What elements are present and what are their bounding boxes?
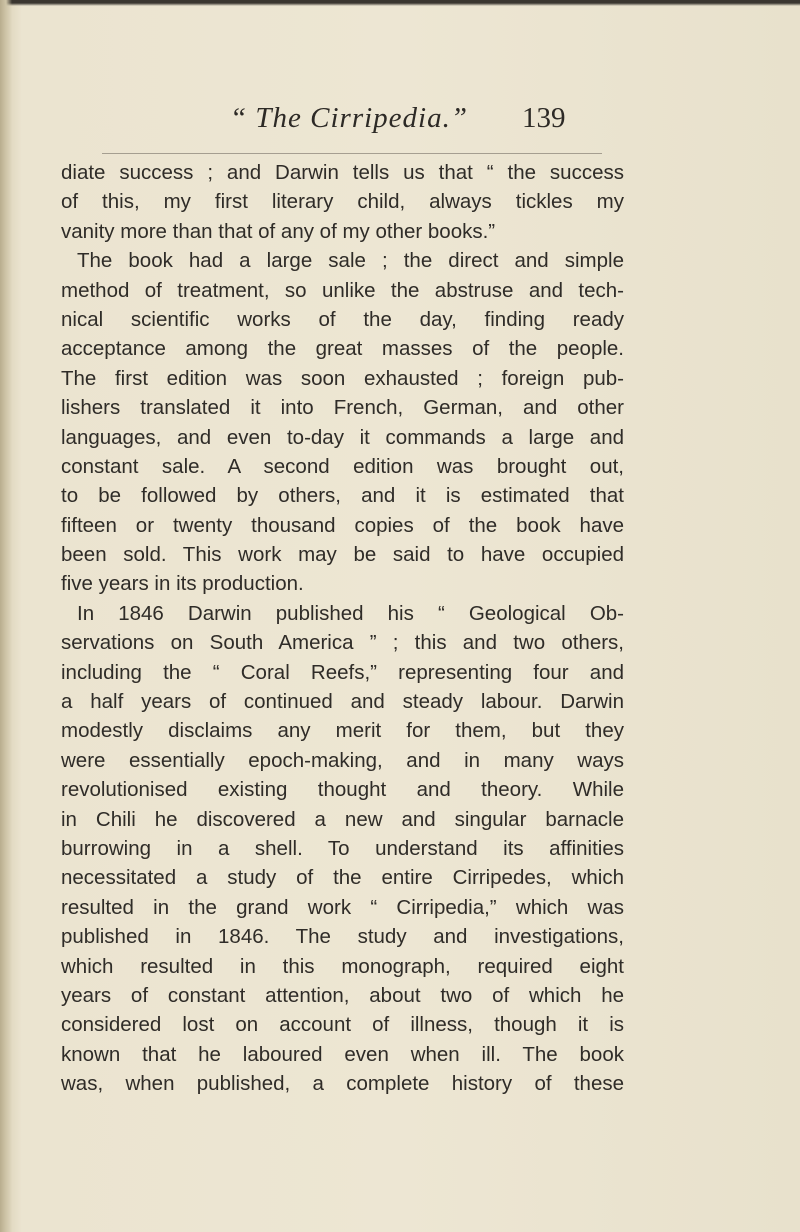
text-line: been sold. This work may be said to have occupied <box>61 543 624 567</box>
text-line: languages, and even to-day it commands a large and <box>61 425 624 449</box>
text-line: In 1846 Darwin published his “ Geological Ob- <box>77 601 624 625</box>
text-line: in Chili he discovered a new and singular barnacle <box>61 807 624 831</box>
text-line: method of treatment, so unlike the abstruse and tech- <box>61 278 624 302</box>
page-binding-edge <box>0 0 12 1232</box>
text-line: nical scientific works of the day, finding ready <box>61 307 624 331</box>
text-line: considered lost on account of illness, though it is <box>61 1013 624 1037</box>
text-line: five years in its production. <box>61 572 304 596</box>
header-rule <box>102 153 602 154</box>
text-line: years of constant attention, about two of which he <box>61 983 624 1007</box>
text-line: which resulted in this monograph, required eight <box>61 954 624 978</box>
text-line: The first edition was soon exhausted ; foreign pub- <box>61 366 624 390</box>
text-line: revolutionised existing thought and theory. While <box>61 778 624 802</box>
text-line: fifteen or twenty thousand copies of the book have <box>61 513 624 537</box>
page-number: 139 <box>522 102 566 134</box>
text-line: a half years of continued and steady labour. Darwin <box>61 690 624 714</box>
text-line: acceptance among the great masses of the people. <box>61 337 624 361</box>
running-title: “ The Cirripedia.” <box>230 102 468 134</box>
text-line: necessitated a study of the entire Cirripedes, which <box>61 866 624 890</box>
text-line: to be followed by others, and it is estimated that <box>61 484 624 508</box>
text-line: known that he laboured even when ill. The book <box>61 1042 624 1066</box>
text-line: The book had a large sale ; the direct and simple <box>77 249 624 273</box>
text-line: was, when published, a complete history of these <box>61 1072 624 1096</box>
text-line: constant sale. A second edition was brought out, <box>61 454 624 478</box>
text-line: resulted in the grand work “ Cirripedia,” which was <box>61 895 624 919</box>
text-line: servations on South America ” ; this and two others, <box>61 631 624 655</box>
text-line: burrowing in a shell. To understand its affinities <box>61 836 624 860</box>
text-line: diate success ; and Darwin tells us that “ the success <box>61 161 624 184</box>
text-line: of this, my first literary child, always tickles my <box>61 190 624 214</box>
running-head <box>230 100 630 144</box>
text-line: published in 1846. The study and investigations, <box>61 925 624 949</box>
text-line: modestly disclaims any merit for them, but they <box>61 719 624 743</box>
text-line: including the “ Coral Reefs,” representing four and <box>61 660 624 684</box>
body-text <box>61 158 624 1099</box>
text-line: were essentially epoch-making, and in many ways <box>61 748 624 772</box>
page-top-edge <box>0 0 800 6</box>
text-line: lishers translated it into French, German, and other <box>61 396 624 420</box>
text-line: vanity more than that of any of my other books.” <box>61 219 496 243</box>
